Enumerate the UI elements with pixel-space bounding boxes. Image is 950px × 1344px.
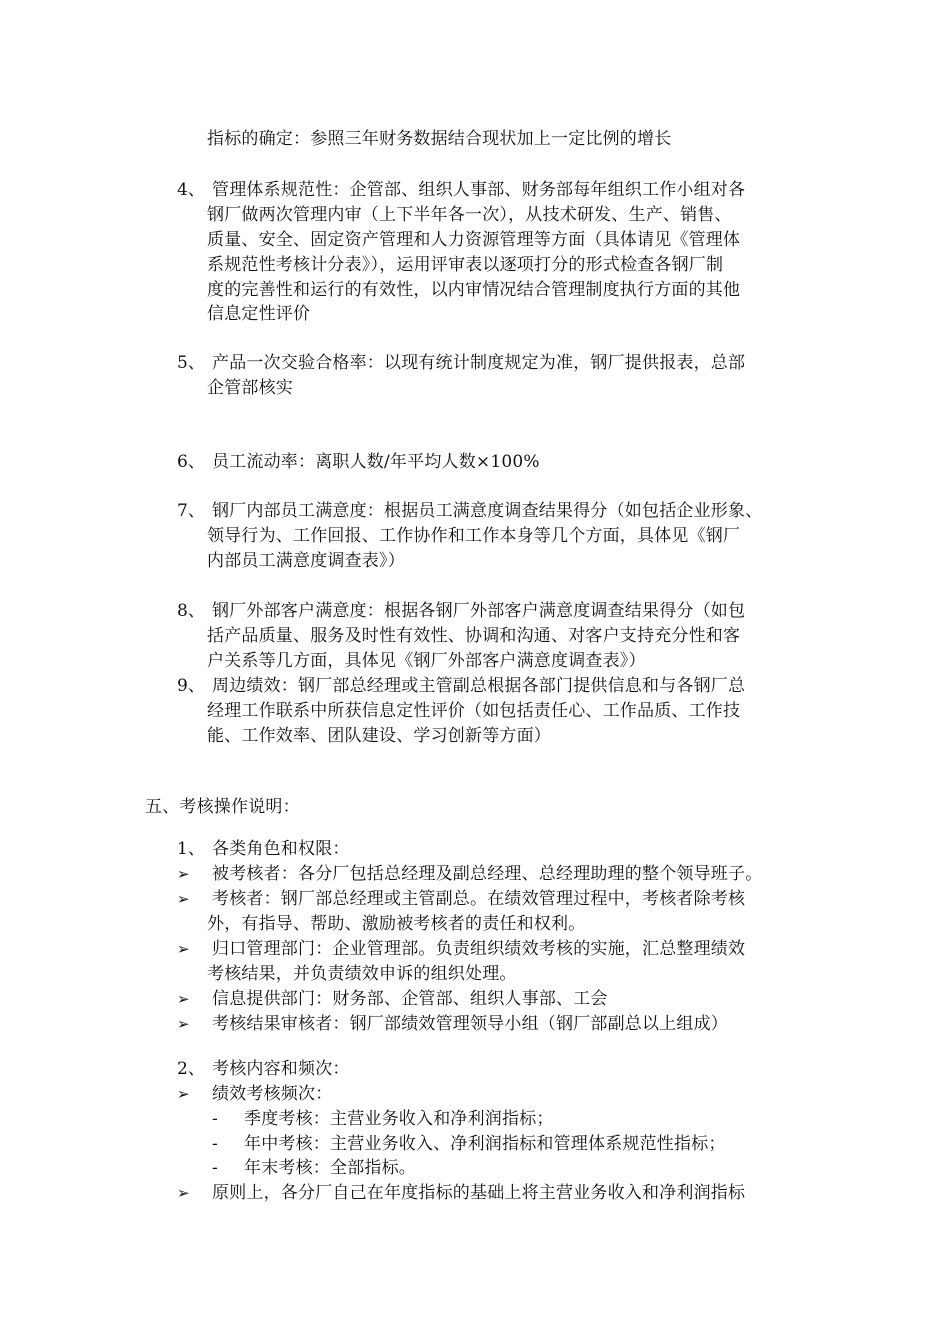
arrow-bullet-icon: ➢ — [177, 1184, 190, 1202]
bullet-line: 外，有指导、帮助、激励被考核者的责任和权利。 — [207, 914, 586, 934]
item-9-number: 9、 — [177, 676, 205, 696]
dash-bullet-icon: - — [212, 1134, 218, 1154]
arrow-bullet-icon: ➢ — [177, 990, 190, 1008]
item-9-line: 周边绩效：钢厂部总经理或主管副总根据各部门提供信息和与各钢厂总 — [212, 676, 746, 696]
item-4-line: 度的完善性和运行的有效性，以内审情况结合管理制度执行方面的其他 — [207, 280, 741, 300]
item-8-line: 括产品质量、服务及时性有效性、协调和沟通、对客户支持充分性和客 — [207, 626, 741, 646]
item-4-line: 系规范性考核计分表》），运用评审表以逐项打分的形式检查各钢厂制 — [207, 255, 724, 275]
item-7-line: 内部员工满意度调查表》） — [207, 551, 405, 571]
subsection-2-title: 考核内容和频次： — [212, 1059, 350, 1079]
arrow-bullet-icon: ➢ — [177, 865, 190, 883]
subsection-1-title: 各类角色和权限： — [212, 839, 350, 859]
item-5-line: 企管部核实 — [207, 378, 293, 398]
subsection-2-number: 2、 — [177, 1059, 205, 1079]
dash-bullet-icon: - — [212, 1109, 218, 1129]
arrow-bullet-icon: ➢ — [177, 1015, 190, 1033]
bullet-line: 考核者：钢厂部总经理或主管副总。在绩效管理过程中，考核者除考核 — [212, 889, 746, 909]
item-7-line: 领导行为、工作回报、工作协作和工作本身等几个方面，具体见《钢厂 — [207, 526, 741, 546]
bullet-line: 考核结果审核者：钢厂部绩效管理领导小组（钢厂部副总以上组成） — [212, 1014, 728, 1034]
item-6-line: 员工流动率：离职人数/年平均人数×100% — [212, 452, 540, 472]
item-7-line: 钢厂内部员工满意度：根据员工满意度调查结果得分（如包括企业形象、 — [212, 501, 763, 521]
arrow-bullet-icon: ➢ — [177, 1085, 190, 1103]
dash-line: 季度考核：主营业务收入和净利润指标； — [244, 1109, 554, 1129]
bullet-line: 原则上，各分厂自己在年度指标的基础上将主营业务收入和净利润指标 — [212, 1183, 746, 1203]
item-4-line: 质量、安全、固定资产管理和人力资源管理等方面（具体请见《管理体 — [207, 230, 741, 250]
dash-line: 年中考核：主营业务收入、净利润指标和管理体系规范性指标； — [244, 1134, 726, 1154]
dash-bullet-icon: - — [212, 1158, 218, 1178]
item-8-line: 钢厂外部客户满意度：根据各钢厂外部客户满意度调查结果得分（如包 — [212, 601, 746, 621]
item-8-number: 8、 — [177, 601, 205, 621]
bullet-line: 信息提供部门：财务部、企管部、组织人事部、工会 — [212, 989, 608, 1009]
item-4-line: 管理体系规范性：企管部、组织人事部、财务部每年组织工作小组对各 — [212, 180, 746, 200]
item-7-number: 7、 — [177, 501, 205, 521]
item-4-number: 4、 — [177, 180, 205, 200]
item-4-line: 信息定性评价 — [207, 304, 311, 324]
dash-line: 年末考核：全部指标。 — [244, 1158, 416, 1178]
bullet-line: 被考核者：各分厂包括总经理及副总经理、总经理助理的整个领导班子。 — [212, 864, 763, 884]
item-8-line: 户关系等几方面，具体见《钢厂外部客户满意度调查表》） — [207, 651, 646, 671]
bullet-line: 考核结果，并负责绩效申诉的组织处理。 — [207, 964, 517, 984]
arrow-bullet-icon: ➢ — [177, 940, 190, 958]
subsection-1-number: 1、 — [177, 839, 205, 859]
section-heading: 五、考核操作说明： — [145, 797, 300, 817]
arrow-bullet-icon: ➢ — [177, 890, 190, 908]
bullet-line: 归口管理部门：企业管理部。负责组织绩效考核的实施，汇总整理绩效 — [212, 939, 746, 959]
item-4-line: 钢厂做两次管理内审（上下半年各一次），从技术研发、生产、销售、 — [207, 205, 732, 225]
item-9-line: 经理工作联系中所获信息定性评价（如包括责任心、工作品质、工作技 — [207, 701, 741, 721]
item-6-number: 6、 — [177, 452, 205, 472]
item-5-number: 5、 — [177, 353, 205, 373]
intro-line: 指标的确定：参照三年财务数据结合现状加上一定比例的增长 — [207, 129, 672, 149]
item-5-line: 产品一次交验合格率：以现有统计制度规定为准，钢厂提供报表，总部 — [212, 353, 746, 373]
bullet-line: 绩效考核频次： — [212, 1084, 333, 1104]
item-9-line: 能、工作效率、团队建设、学习创新等方面） — [207, 726, 551, 746]
